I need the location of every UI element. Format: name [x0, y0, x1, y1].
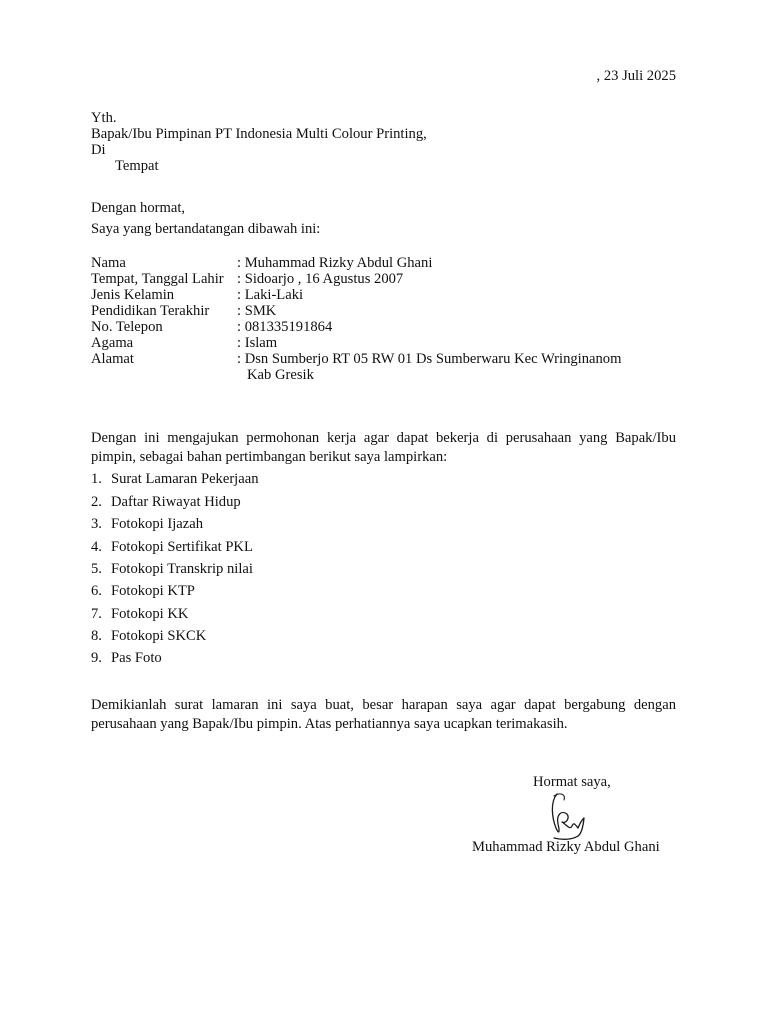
- field-label: Jenis Kelamin: [91, 287, 175, 303]
- list-text: Surat Lamaran Pekerjaan: [111, 471, 259, 487]
- list-text: Fotokopi KK: [111, 606, 189, 622]
- signer-name: Muhammad Rizky Abdul Ghani: [472, 839, 660, 855]
- recipient-salutation: Yth.: [91, 110, 117, 126]
- field-row: [91, 255, 432, 272]
- list-number: 6.: [91, 583, 102, 599]
- signature: [540, 788, 590, 844]
- list-text: Fotokopi Sertifikat PKL: [111, 539, 253, 555]
- field-row: [91, 351, 621, 368]
- greeting: Dengan hormat,: [91, 200, 186, 216]
- body-paragraph-line: Dengan ini mengajukan permohonan kerja agar dapat bekerja di perusahaan yang Bapak/Ibu: [91, 430, 676, 446]
- list-item: [91, 539, 253, 556]
- field-row: [91, 335, 277, 352]
- field-value: : Muhammad Rizky Abdul Ghani: [237, 255, 433, 271]
- list-number: 7.: [91, 606, 102, 622]
- body-paragraph-line: pimpin, sebagai bahan pertimbangan berikut saya lampirkan:: [91, 449, 448, 465]
- field-label: Nama: [91, 255, 126, 271]
- list-item: [91, 606, 188, 623]
- recipient-name: Bapak/Ibu Pimpinan PT Indonesia Multi Colour Printing,: [91, 126, 427, 142]
- field-row: [91, 287, 303, 304]
- list-item: [91, 561, 253, 578]
- list-item: [91, 583, 195, 600]
- list-text: Fotokopi SKCK: [111, 628, 207, 644]
- field-row: [91, 319, 332, 336]
- field-value: : Sidoarjo , 16 Agustus 2007: [237, 271, 404, 287]
- list-item: [91, 516, 203, 533]
- list-text: Pas Foto: [111, 650, 162, 666]
- signoff: Hormat saya,: [533, 774, 611, 790]
- list-number: 9.: [91, 650, 102, 666]
- list-item: [91, 650, 162, 667]
- list-number: 2.: [91, 494, 102, 510]
- list-number: 4.: [91, 539, 102, 555]
- list-text: Fotokopi Transkrip nilai: [111, 561, 253, 577]
- list-text: Fotokopi Ijazah: [111, 516, 204, 532]
- recipient-place: Tempat: [115, 158, 159, 174]
- field-row: [91, 303, 276, 320]
- field-label: No. Telepon: [91, 319, 163, 335]
- letter-date: , 23 Juli 2025: [596, 68, 676, 84]
- list-text: Daftar Riwayat Hidup: [111, 494, 241, 510]
- field-value: : Islam: [237, 335, 278, 351]
- list-text: Fotokopi KTP: [111, 583, 195, 599]
- field-label: Agama: [91, 335, 134, 351]
- list-item: [91, 494, 241, 511]
- intro-text: Saya yang bertandatangan dibawah ini:: [91, 221, 321, 237]
- closing-paragraph-line: perusahaan yang Bapak/Ibu pimpin. Atas perhatiannya saya ucapkan terimakasih.: [91, 716, 568, 732]
- closing-paragraph-line: Demikianlah surat lamaran ini saya buat, besar harapan saya agar dapat bergabung dengan: [91, 697, 676, 713]
- list-item: [91, 628, 206, 645]
- field-label: Pendidikan Terakhir: [91, 303, 210, 319]
- list-number: 3.: [91, 516, 102, 532]
- field-label: Tempat, Tanggal Lahir: [91, 271, 224, 287]
- list-number: 1.: [91, 471, 102, 487]
- list-number: 5.: [91, 561, 102, 577]
- field-value: : 081335191864: [237, 319, 333, 335]
- field-value: : Dsn Sumberjo RT 05 RW 01 Ds Sumberwaru Kec Wringinanom: [237, 351, 622, 367]
- field-value: : Laki-Laki: [237, 287, 304, 303]
- recipient-at: Di: [91, 142, 106, 158]
- field-value: : SMK: [237, 303, 277, 319]
- list-number: 8.: [91, 628, 102, 644]
- address-continuation: Kab Gresik: [247, 367, 314, 383]
- list-item: [91, 471, 259, 488]
- field-label: Alamat: [91, 351, 134, 367]
- field-row: [91, 271, 403, 288]
